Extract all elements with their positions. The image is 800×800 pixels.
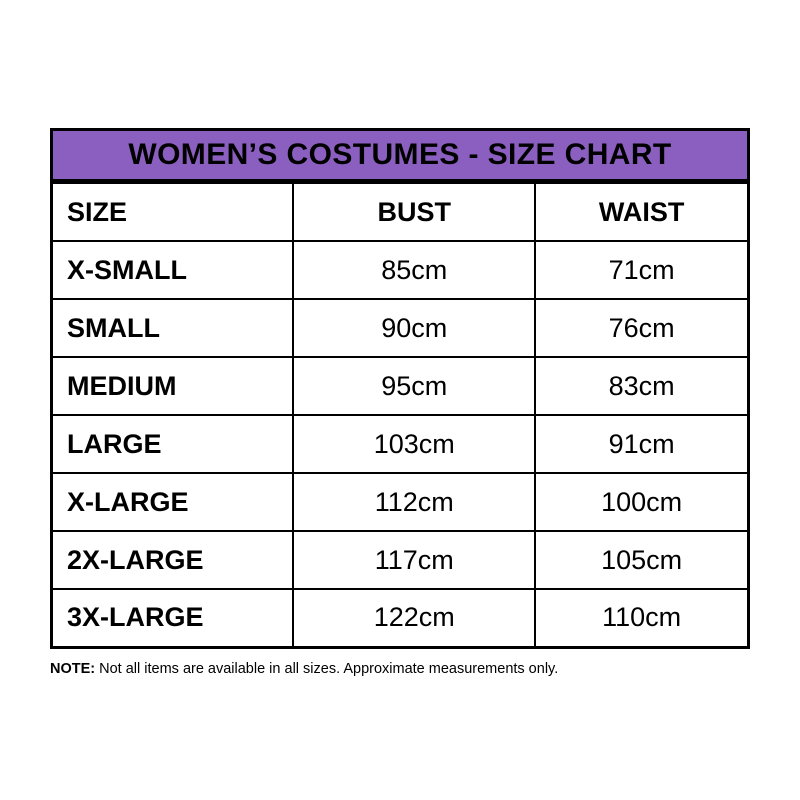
note-label: NOTE: bbox=[50, 661, 96, 677]
cell-bust: 85cm bbox=[293, 241, 535, 299]
cell-size: X-LARGE bbox=[52, 473, 294, 531]
cell-size: MEDIUM bbox=[52, 357, 294, 415]
note-text: Not all items are available in all sizes. Approximate measurements only. bbox=[95, 661, 559, 677]
table-row bbox=[52, 473, 749, 531]
cell-waist: 83cm bbox=[535, 357, 748, 415]
size-chart bbox=[50, 128, 750, 649]
column-header-size: SIZE bbox=[52, 183, 294, 241]
table-row bbox=[52, 415, 749, 473]
cell-bust: 95cm bbox=[293, 357, 535, 415]
cell-size: X-SMALL bbox=[52, 241, 294, 299]
cell-bust: 112cm bbox=[293, 473, 535, 531]
cell-bust: 122cm bbox=[293, 589, 535, 647]
cell-waist: 105cm bbox=[535, 531, 748, 589]
cell-size: LARGE bbox=[52, 415, 294, 473]
column-header-waist: WAIST bbox=[535, 183, 748, 241]
table-row bbox=[52, 357, 749, 415]
chart-note bbox=[50, 660, 750, 679]
cell-waist: 100cm bbox=[535, 473, 748, 531]
cell-waist: 76cm bbox=[535, 299, 748, 357]
cell-size: 3X-LARGE bbox=[52, 589, 294, 647]
size-table bbox=[50, 182, 750, 649]
cell-bust: 103cm bbox=[293, 415, 535, 473]
table-row bbox=[52, 531, 749, 589]
cell-size: SMALL bbox=[52, 299, 294, 357]
table-row bbox=[52, 241, 749, 299]
chart-title-bar bbox=[50, 128, 750, 182]
table-row bbox=[52, 589, 749, 647]
cell-bust: 117cm bbox=[293, 531, 535, 589]
cell-waist: 91cm bbox=[535, 415, 748, 473]
cell-waist: 71cm bbox=[535, 241, 748, 299]
page-title: WOMEN’S COSTUMES - SIZE CHART bbox=[128, 138, 672, 171]
cell-waist: 110cm bbox=[535, 589, 748, 647]
table-row bbox=[52, 299, 749, 357]
cell-bust: 90cm bbox=[293, 299, 535, 357]
table-header-row bbox=[52, 183, 749, 241]
column-header-bust: BUST bbox=[293, 183, 535, 241]
cell-size: 2X-LARGE bbox=[52, 531, 294, 589]
